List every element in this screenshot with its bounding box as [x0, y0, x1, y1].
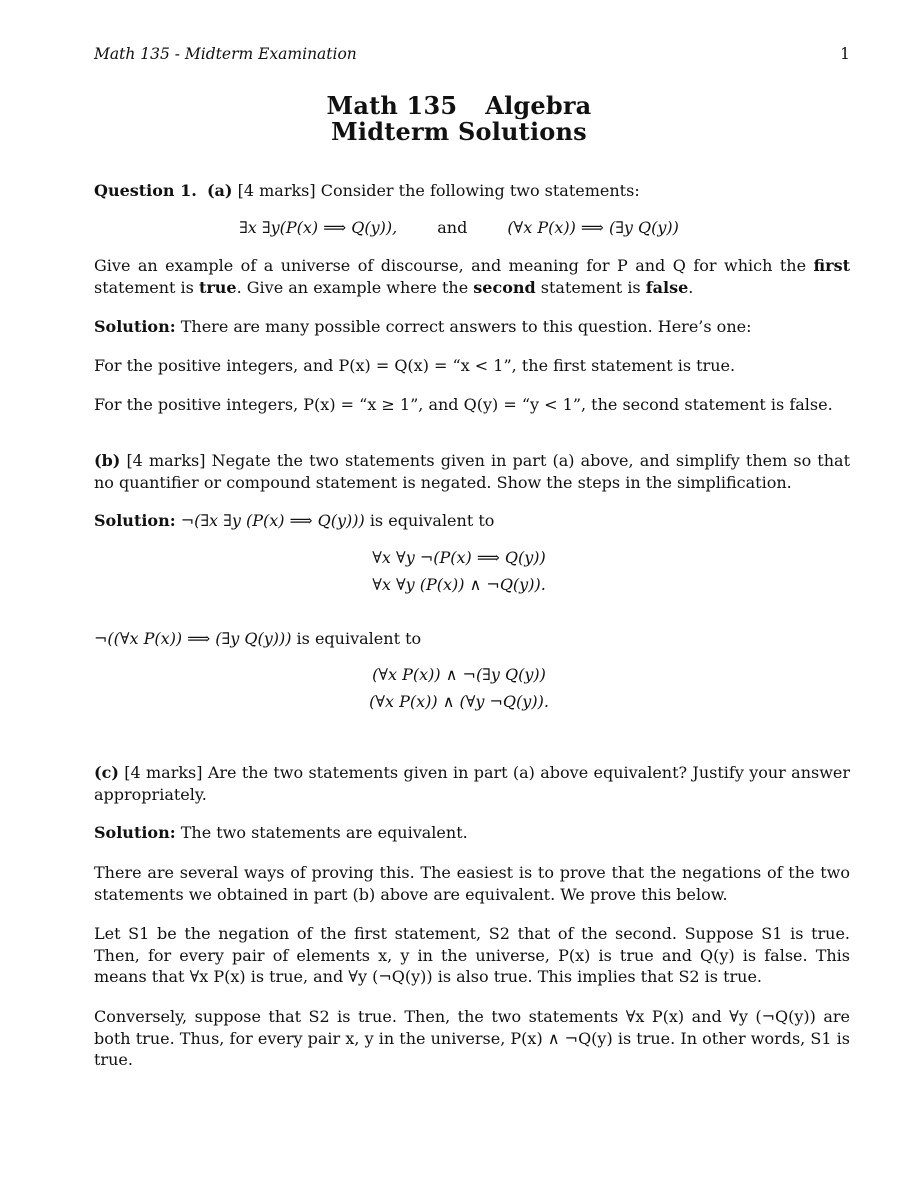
part-b-prompt: Negate the two statements given in part (a) above, and simplify them so that no quantifier or compound statement is negated. Show the steps in the simplification.	[94, 451, 851, 492]
title-course: Math 135	[326, 91, 458, 120]
statement-1: ∃x ∃y(P(x) ⟹ Q(y)),	[239, 218, 398, 237]
example-second-false: For the positive integers, P(x) = “x ≥ 1”, and Q(y) = “y < 1”, the second statement is false.	[94, 395, 833, 414]
part-b-label: (b)	[94, 451, 121, 470]
negation-2-expr: ¬((∀x P(x)) ⟹ (∃y Q(y)))	[94, 629, 292, 648]
question-1b-prompt	[94, 450, 850, 493]
negation-1-step-1-expr: ∀x ∀y ¬(P(x) ⟹ Q(y))	[372, 548, 546, 567]
part-c-prompt: Are the two statements given in part (a) above equivalent? Justify your answer appropriately.	[94, 763, 851, 804]
proof-paragraph-3: Conversely, suppose that S2 is true. Then, the two statements ∀x P(x) and ∀y (¬Q(y)) are both true. Thus, for every pair x, y in the universe, P(x) ∧ ¬Q(y) is true. In other words, S1 is true.	[94, 1007, 850, 1069]
page-number: 1	[840, 45, 850, 63]
task-text: Give an example of a universe of discourse, and meaning for P and Q for which the	[94, 256, 814, 275]
question-1c-prompt	[94, 762, 850, 805]
part-c-solution	[94, 822, 850, 844]
task-emph-true: true	[198, 277, 237, 297]
part-c-label: (c)	[94, 763, 119, 782]
task-text: statement is	[94, 277, 199, 297]
part-b-solution-2	[94, 628, 850, 650]
solution-intro: There are many possible correct answers to this question. Here’s one:	[180, 317, 752, 336]
statement-2: (∀x P(x)) ⟹ (∃y Q(y))	[507, 218, 679, 237]
task-text: . Give an example where the	[236, 277, 474, 297]
proof-paragraph-2: Let S1 be the negation of the first statement, S2 that of the second. Suppose S1 is true. Then, for every pair of elements x, y in the universe, P(x) is true and Q(y) is false. This means that ∀x P(x) is true, and ∀y (¬Q(y)) is also true. This implies that S2 is true.	[94, 924, 850, 986]
part-b-solution-1	[94, 510, 850, 532]
part-a-task	[94, 255, 850, 298]
proof-paragraph-1: There are several ways of proving this. The easiest is to prove that the negations of the two statements we obtained in part (b) above are equivalent. We prove this below.	[94, 863, 850, 904]
title-subtitle: Midterm Solutions	[331, 117, 587, 146]
part-c-marks: [4 marks]	[124, 763, 203, 782]
task-text: .	[688, 277, 694, 297]
equivalence-text: is equivalent to	[296, 629, 422, 648]
solution-label: Solution:	[94, 317, 176, 336]
solution-text: The two statements are equivalent.	[180, 823, 468, 842]
equivalence-text: is equivalent to	[369, 511, 495, 530]
solution-label: Solution:	[94, 823, 176, 842]
negation-1-step-2	[0, 574, 918, 596]
negation-2-step-2-expr: (∀x P(x)) ∧ (∀y ¬Q(y)).	[369, 692, 549, 711]
solution-label: Solution:	[94, 511, 176, 530]
part-a-label: (a)	[206, 181, 233, 200]
negation-2-step-2	[0, 691, 918, 713]
part-a-prompt: Consider the following two statements:	[320, 181, 640, 200]
negation-2-step-1-expr: (∀x P(x)) ∧ ¬(∃y Q(y))	[372, 665, 546, 684]
negation-1-step-1	[0, 547, 918, 569]
question-label: Question 1.	[94, 181, 197, 200]
negation-2-step-1	[0, 664, 918, 686]
title-subject: Algebra	[485, 91, 592, 120]
task-text: statement is	[535, 277, 646, 297]
task-emph-first: first	[813, 256, 850, 275]
negation-1-step-2-expr: ∀x ∀y (P(x)) ∧ ¬Q(y)).	[372, 575, 546, 594]
task-emph-false: false	[645, 277, 689, 297]
running-header: Math 135 - Midterm Examination	[94, 45, 357, 63]
statements-display	[0, 217, 918, 239]
part-b-marks: [4 marks]	[126, 451, 206, 470]
task-emph-second: second	[473, 277, 536, 297]
part-a-solution	[94, 316, 850, 338]
negation-1-expr: ¬(∃x ∃y (P(x) ⟹ Q(y)))	[180, 511, 365, 530]
statement-connector: and	[437, 218, 468, 237]
part-a-marks: [4 marks]	[237, 181, 316, 200]
question-1a-prompt	[94, 180, 850, 202]
document-title	[0, 93, 918, 145]
example-first-true: For the positive integers, and P(x) = Q(x) = “x < 1”, the first statement is true.	[94, 356, 736, 375]
